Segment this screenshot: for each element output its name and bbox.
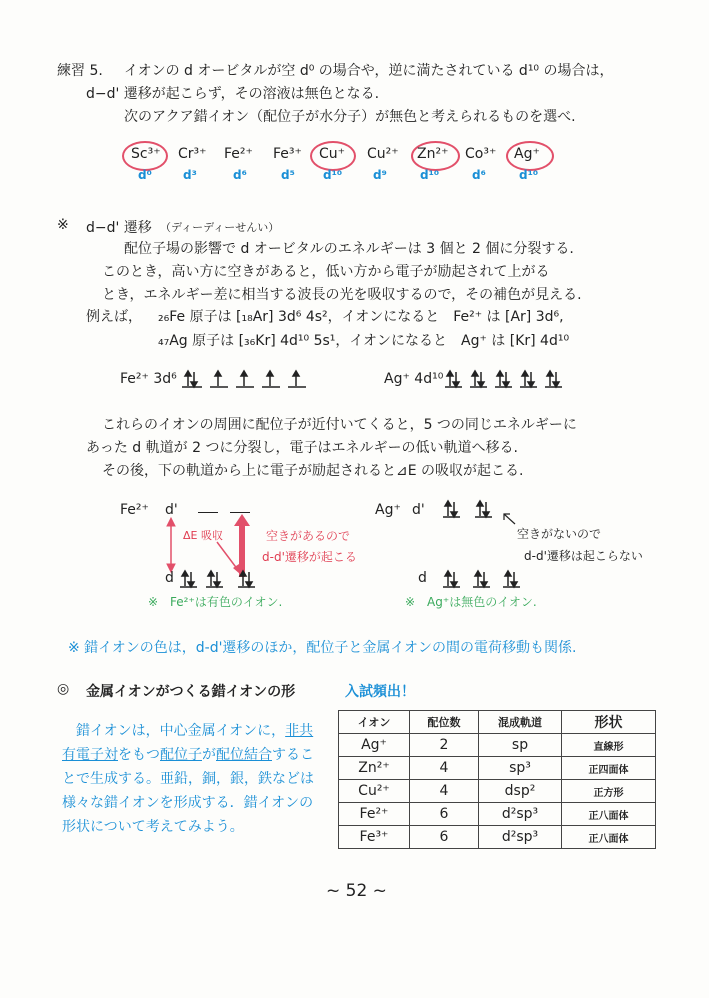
d-count: d⁰: [138, 168, 152, 182]
exercise-line-2: d−d' 遷移が起こらず，その溶液は無色となる.: [86, 86, 380, 102]
ion-cu1: Cu⁺: [319, 146, 346, 162]
table-row: Cu²⁺ 4 dsp² 正方形: [339, 780, 656, 803]
d-count: d¹⁰: [420, 168, 440, 182]
table-row: Fe²⁺ 6 d²sp³ 正八面体: [339, 803, 656, 826]
exam-frequent-badge: 入試頻出！: [345, 684, 415, 700]
d-label: d: [165, 570, 174, 586]
fe-orbital-arrows: [182, 368, 317, 390]
col-header-coordination: 配位数: [410, 711, 479, 734]
transition-reading: （ディーディーせんい）: [160, 221, 280, 234]
col-header-hybrid: 混成軌道: [479, 711, 562, 734]
exercise-label: 練習 5.: [57, 63, 103, 79]
vacancy-text: 空きがあるので: [266, 529, 351, 543]
transition-p6: その後，下の軌道から上に電子が励起されると⊿E の吸収が起こる.: [102, 463, 524, 479]
ion-cu2: Cu²⁺: [367, 146, 399, 162]
ag-note: ※ Ag⁺は無色のイオン.: [405, 595, 537, 609]
col-header-shape: 形状: [562, 711, 656, 734]
fe-electron-config: ₂₆Fe 原子は [₁₈Ar] 3d⁶ 4s²，イオンになると Fe²⁺ は [Ar] 3d⁶,: [158, 309, 564, 325]
fe-note: ※ Fe²⁺は有色のイオン.: [148, 595, 283, 609]
transition-occurs-text: d-d'遷移が起こる: [262, 550, 357, 564]
d-count: d⁶: [233, 168, 247, 182]
example-label: 例えば，: [86, 309, 142, 325]
d-count: d⁵: [281, 168, 295, 182]
exercise-line-3: 次のアクア錯イオン（配位子が水分子）が無色と考えられるものを選べ.: [124, 109, 576, 125]
charge-transfer-note: ※ 錯イオンの色は，d-d'遷移のほか，配位子と金属イオンの間の電荷移動も関係.: [68, 640, 577, 656]
ion-cr3: Cr³⁺: [178, 146, 207, 162]
no-vacancy-text: 空きがないので: [517, 527, 602, 541]
ion-ag1: Ag⁺: [514, 146, 540, 162]
transition-p1: 配位子場の影響で d オービタルのエネルギーは 3 個と 2 個に分裂する.: [124, 241, 574, 257]
ion-fe2: Fe²⁺: [224, 146, 253, 162]
ion-zn2: Zn²⁺: [417, 146, 449, 162]
table-header-row: [339, 711, 656, 734]
ion-sc3: Sc³⁺: [131, 146, 161, 162]
d-count: d¹⁰: [323, 168, 343, 182]
fe-config-label: Fe²⁺ 3d⁶: [120, 371, 177, 387]
d-count: d⁶: [472, 168, 486, 182]
ag-diagram-label: Ag⁺: [375, 502, 401, 518]
transition-heading: d−d' 遷移: [86, 220, 152, 236]
complex-paragraph: 錯イオンは，中心金属イオンに，非共 有電子対をもつ配位子が配位結合するこ とで生成する。亜鉛，銅，銀，鉄などは 様々な錯イオンを形成する．錯イオンの 形状について考えてみよう。: [62, 723, 314, 835]
d-count: d¹⁰: [519, 168, 539, 182]
table-row: Fe³⁺ 6 d²sp³ 正八面体: [339, 826, 656, 849]
ag-orbital-arrows: [445, 368, 575, 390]
ion-fe3: Fe³⁺: [273, 146, 302, 162]
ion-co3: Co³⁺: [465, 146, 497, 162]
fe-t2g-arrows: [180, 568, 265, 590]
col-header-ion: イオン: [339, 711, 410, 734]
exercise-line-1: イオンの d オービタルが空 d⁰ の場合や，逆に満たされている d¹⁰ の場合は，: [124, 63, 614, 79]
page-number: ~ 52 ~: [326, 881, 387, 901]
d-count: d³: [183, 168, 197, 182]
complex-shape-table: [338, 710, 656, 849]
transition-p4: これらのイオンの周囲に配位子が近付いてくると，5 つの同じエネルギーに: [102, 417, 577, 433]
table-row: Zn²⁺ 4 sp³ 正四面体: [339, 757, 656, 780]
transition-p2: このとき，高い方に空きがあると，低い方から電子が励起されて上がる: [102, 264, 550, 280]
d-count: d⁹: [373, 168, 387, 182]
ag-t2g-arrows: [443, 568, 528, 590]
section-mark: ◎: [57, 681, 70, 697]
transition-p5: あった d 軌道が 2 つに分裂し，電子はエネルギーの低い軌道へ移る.: [86, 440, 518, 456]
complex-heading: 金属イオンがつくる錯イオンの形: [86, 684, 296, 700]
transition-p3: とき，エネルギー差に相当する波長の光を吸収するので，その補色が見える.: [102, 287, 582, 303]
ag-electron-config: ₄₇Ag 原子は [₃₆Kr] 4d¹⁰ 5s¹，イオンになると Ag⁺ は [Kr] 4d¹⁰: [158, 333, 570, 349]
fe-diagram-label: Fe²⁺: [120, 502, 149, 518]
note-mark: ※: [57, 217, 69, 233]
d-prime-label: d': [165, 502, 178, 518]
d-label: d: [418, 570, 427, 586]
d-prime-label: d': [412, 502, 425, 518]
transition-not-occurs-text: d-d'遷移は起こらない: [524, 549, 643, 563]
ag-config-label: Ag⁺ 4d¹⁰: [384, 371, 444, 387]
table-row: Ag⁺ 2 sp 直線形: [339, 734, 656, 757]
delta-e-absorption: ΔE 吸収: [183, 529, 223, 542]
ag-eg-arrows: [443, 498, 503, 520]
